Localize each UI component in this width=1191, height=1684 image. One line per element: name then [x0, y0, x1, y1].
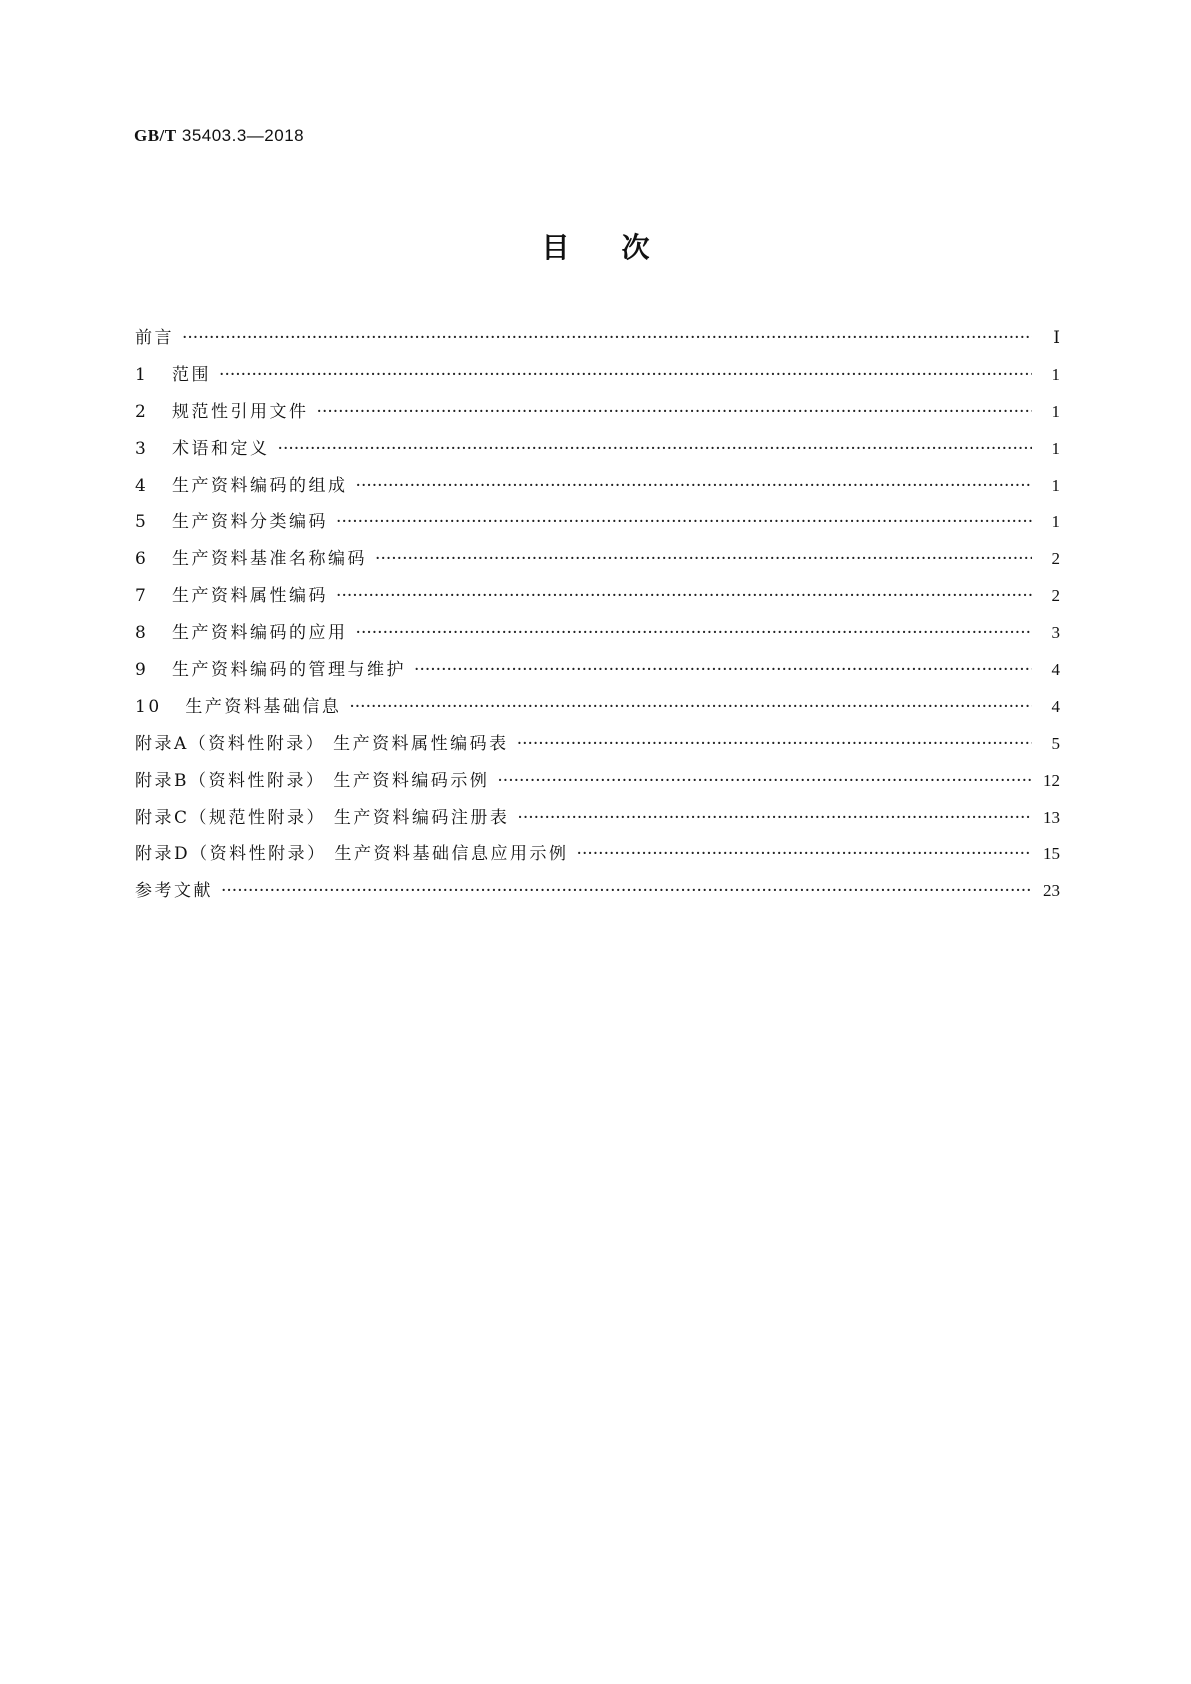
- toc-entry-number: 4: [135, 475, 149, 496]
- toc-entry-label: 附录C（规范性附录） 生产资料编码注册表: [135, 807, 510, 828]
- toc-entry-8[interactable]: [135, 618, 1060, 655]
- toc-title: 目次: [541, 231, 702, 264]
- table-of-contents: [135, 323, 1060, 913]
- toc-entry-number: 8: [135, 623, 149, 644]
- toc-entry-annex-b[interactable]: [135, 766, 1060, 803]
- toc-dot-leader: [219, 365, 1032, 385]
- toc-entry-label: 生产资料属性编码: [172, 586, 329, 607]
- toc-dot-leader: [317, 402, 1032, 422]
- toc-page-number: 2: [1051, 549, 1060, 569]
- toc-page-number: 5: [1051, 733, 1060, 753]
- toc-entry-10[interactable]: [135, 692, 1060, 729]
- toc-entry-7[interactable]: [135, 581, 1060, 618]
- standard-number: 35403.3—2018: [181, 126, 305, 145]
- standard-prefix: GB/T: [134, 126, 177, 145]
- toc-entry-label: 前言: [135, 328, 174, 348]
- toc-dot-leader: [221, 881, 1032, 901]
- toc-page-number: 4: [1051, 696, 1060, 716]
- toc-page-number: 2: [1051, 586, 1060, 606]
- toc-page-number: 12: [1043, 770, 1060, 790]
- toc-dot-leader: [278, 439, 1032, 459]
- toc-entry-label: 生产资料编码的应用: [172, 623, 348, 644]
- toc-entry-label: 附录A（资料性附录） 生产资料属性编码表: [135, 733, 509, 754]
- toc-entry-label: 附录B（资料性附录） 生产资料编码示例: [135, 770, 490, 791]
- toc-page-number: 1: [1051, 364, 1060, 384]
- toc-entry-number: 3: [135, 438, 149, 459]
- toc-dot-leader: [577, 844, 1032, 864]
- toc-page-number: 3: [1051, 623, 1060, 643]
- toc-dot-leader: [182, 328, 1032, 348]
- toc-entry-2[interactable]: [135, 397, 1060, 434]
- toc-entry-1[interactable]: [135, 360, 1060, 397]
- toc-page-number: 13: [1043, 807, 1060, 827]
- toc-entry-label: 附录D（资料性附录） 生产资料基础信息应用示例: [135, 844, 569, 865]
- toc-page-number: 1: [1051, 512, 1060, 532]
- toc-entry-number: 6: [135, 549, 149, 570]
- toc-entry-3[interactable]: [135, 434, 1060, 471]
- toc-entry-label: 参考文献: [135, 881, 213, 902]
- toc-dot-leader: [375, 549, 1032, 569]
- toc-entry-number: 2: [135, 401, 149, 422]
- toc-entry-number: 10: [135, 696, 162, 717]
- toc-dot-leader: [336, 512, 1032, 532]
- toc-entry-label: 生产资料分类编码: [172, 512, 329, 533]
- toc-entry-label: 规范性引用文件: [172, 401, 309, 422]
- toc-entry-number: 5: [135, 512, 149, 533]
- toc-entry-label: 术语和定义: [172, 438, 270, 459]
- toc-dot-leader: [497, 771, 1032, 791]
- toc-dot-leader: [517, 734, 1032, 754]
- toc-entry-label: 范围: [172, 364, 212, 385]
- toc-page-number: 4: [1051, 660, 1060, 680]
- toc-entry-preface[interactable]: [135, 323, 1060, 360]
- toc-entry-number: 9: [135, 660, 149, 681]
- toc-entry-label: 生产资料编码的管理与维护: [172, 660, 407, 681]
- toc-entry-label: 生产资料基准名称编码: [172, 549, 368, 570]
- toc-dot-leader: [356, 476, 1032, 496]
- toc-entry-annex-a[interactable]: [135, 729, 1060, 766]
- toc-dot-leader: [356, 623, 1032, 643]
- toc-entry-label: 生产资料编码的组成: [172, 475, 348, 496]
- toc-page-number: 15: [1043, 844, 1060, 864]
- toc-page-number: 1: [1051, 438, 1060, 458]
- toc-dot-leader: [517, 808, 1032, 828]
- toc-dot-leader: [414, 660, 1032, 680]
- toc-entry-number: 7: [135, 586, 149, 607]
- toc-entry-label: 生产资料基础信息: [185, 696, 342, 717]
- toc-page-number: 1: [1051, 475, 1060, 495]
- toc-entry-5[interactable]: [135, 507, 1060, 544]
- toc-entry-annex-c[interactable]: [135, 803, 1060, 840]
- toc-entry-9[interactable]: [135, 655, 1060, 692]
- toc-page-number: 1: [1051, 401, 1060, 421]
- toc-dot-leader: [349, 697, 1032, 717]
- toc-entry-4[interactable]: [135, 471, 1060, 508]
- toc-page-number: 23: [1043, 881, 1060, 901]
- toc-page-number: Ⅰ: [1053, 328, 1060, 347]
- toc-entry-bibliography[interactable]: [135, 876, 1060, 913]
- toc-dot-leader: [336, 586, 1032, 606]
- toc-entry-number: 1: [135, 364, 149, 385]
- toc-entry-6[interactable]: [135, 544, 1060, 581]
- standard-code: [134, 126, 304, 146]
- toc-entry-annex-d[interactable]: [135, 839, 1060, 876]
